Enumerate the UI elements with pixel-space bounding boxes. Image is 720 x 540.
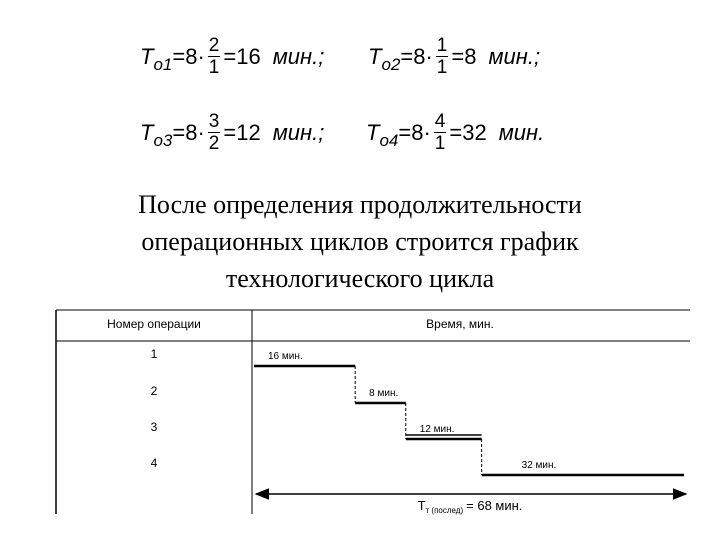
header-time: Время, мин.: [426, 317, 494, 331]
total-label: $T_{т (послед)} = 68$ мин.: [417, 498, 523, 515]
gantt-chart: [0, 300, 720, 540]
header-operation: Номер операции: [107, 317, 201, 331]
formula-t-o1: T o1 =8· $\frac{2}{1}$ =16 мин.;: [140, 35, 325, 78]
caption-line-3: технологического цикла: [225, 264, 495, 293]
bar-label-1: 16 мин.: [268, 351, 303, 362]
bar-label-4: 32 мин.: [521, 460, 557, 471]
row-label-2: 2: [150, 384, 158, 398]
caption: [0, 186, 720, 297]
caption-line-1: После определения продолжительности: [138, 190, 582, 219]
bars: [254, 351, 684, 475]
fraction: $\frac{2}{1}$: [208, 35, 220, 78]
fraction: $\frac{1}{1}$: [436, 35, 448, 78]
fraction: $\frac{4}{1}$: [434, 111, 446, 154]
row-label-1: 1: [150, 347, 158, 361]
fraction: $\frac{3}{2}$: [208, 111, 220, 154]
row-labels: [151, 347, 158, 470]
bar-label-3: 12 мин.: [419, 424, 455, 435]
formula-t-o3: T o3 =8· $\frac{3}{2}$ =12 мин.;: [140, 111, 325, 154]
bar-label-2: 8 мин.: [369, 388, 399, 399]
row-label-4: 4: [150, 456, 158, 470]
row-label-3: 3: [150, 420, 158, 434]
formula-t-o4: T o4 =8· $\frac{4}{1}$ =32 мин.: [366, 111, 545, 154]
caption-line-2: операционных циклов строится график: [141, 227, 579, 256]
formula-t-o2: T o2 =8· $\frac{1}{1}$ =8 мин.;: [368, 35, 541, 78]
